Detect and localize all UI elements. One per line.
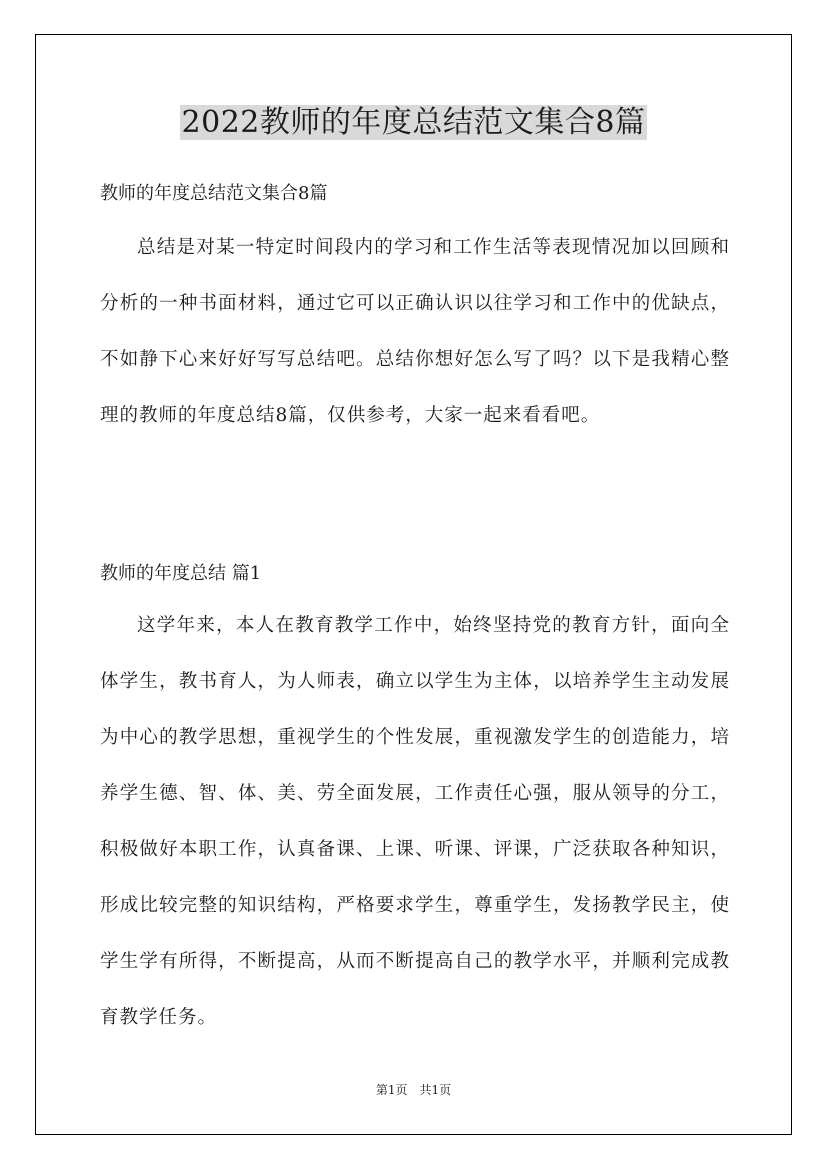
intro-paragraph: 总结是对某一特定时间段内的学习和工作生活等表现情况加以回顾和分析的一种书面材料，通过它可以正确认识以往学习和工作中的优缺点，不如静下心来好好写写总结吧。总结你想好怎么写了吗？以下是我精心整理的教师的年度总结8篇，仅供参考，大家一起来看看吧。 (100, 237, 730, 426)
page-number-footer: 第1页 共1页 (375, 1083, 452, 1097)
document-subtitle: 教师的年度总结范文集合8篇 (100, 183, 328, 204)
document-title-text: 2022教师的年度总结范文集合8篇 (181, 105, 646, 140)
section-1-paragraph: 这学年来，本人在教育教学工作中，始终坚持党的教育方针，面向全体学生，教书育人，为人师表，确立以学生为主体，以培养学生主动发展为中心的教学思想，重视学生的个性发展，重视激发学生的创造能力，培养学生德、智、体、美、劳全面发展，工作责任心强，服从领导的分工，积极做好本职工作，认真备课、上课、听课、评课，广泛获取各种知识，形成比较完整的知识结构，严格要求学生，尊重学生，发扬教学民主，使学生学有所得，不断提高，从而不断提高自己的教学水平，并顺利完成教育教学任务。 (100, 615, 730, 1028)
document-title (0, 102, 827, 144)
section-heading-1: 教师的年度总结 篇1 (100, 563, 262, 584)
